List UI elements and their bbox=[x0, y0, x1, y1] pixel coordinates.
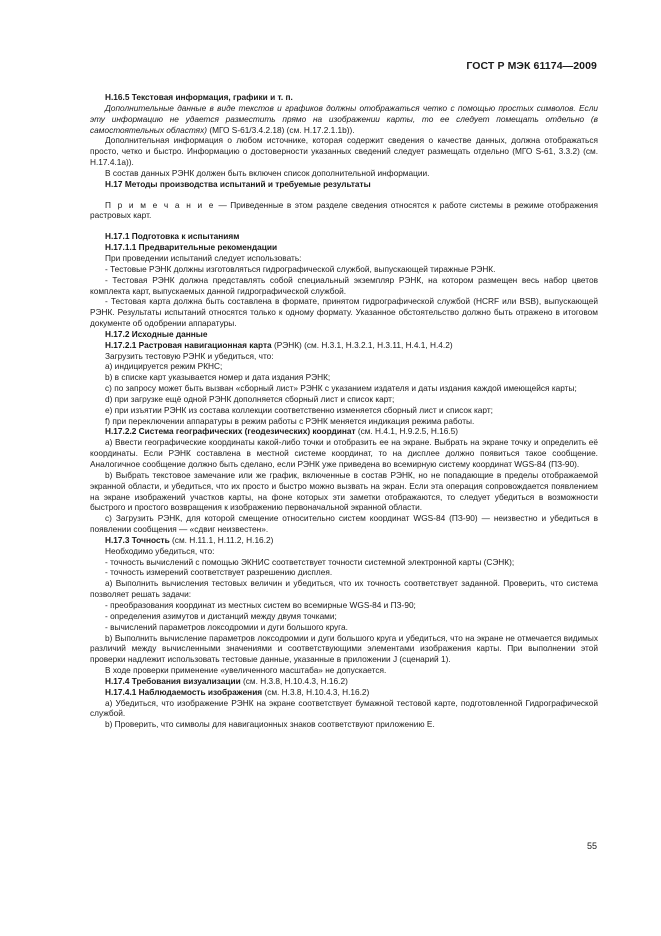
section-heading-h17: Н.17 Методы производства испытаний и требуемые результаты bbox=[105, 178, 371, 189]
list-item: - вычислений параметров локсодромии и дуги большого круга. bbox=[105, 621, 348, 632]
list-item: b) Выполнить вычисление параметров локсодромии и дуги большого круга и убедиться, что на экране не отмечается видимых различий между вычисленными значениями и соответствующими элементами изображения карты. При выполнении этой проверки надлежит использовать тестовые данные, указанные в приложении J (сценарий 1). bbox=[90, 632, 598, 665]
list-item: c) по запросу может быть вызван «сборный лист» РЭНК с указанием издателя и даты издания каждой имеющейся карты; bbox=[105, 383, 577, 394]
body-paragraph: Дополнительные данные в виде текстов и графиков должны отображаться четко с помощью простых символов. Если эту информацию не удается разместить прямо на изображении карты, то ее следует помещать отдельно (в самостоятельных областях) (МГО S-61/3.4.2.18) (см. Н.17.2.1.1b)). bbox=[90, 102, 598, 135]
section-heading-h17-2: Н.17.2 Исходные данные bbox=[105, 328, 208, 339]
body-paragraph: Дополнительная информация о любом источнике, которая содержит сведения о качестве данных, должна отображаться просто, четко и быстро. Информацию о достоверности указанных сведений следует размещать отдельно (МГО S-61, 3.3.2) (см. Н.17.4.1a)). bbox=[90, 135, 598, 168]
list-item: - определения азимутов и дистанций между двумя точками; bbox=[105, 610, 337, 621]
note-paragraph: П р и м е ч а н и е — Приведенные в этом разделе сведения относятся к работе системы в режиме отображения растровых карт. bbox=[90, 199, 598, 221]
list-item: - Тестовая РЭНК должна представлять собой специальный экземпляр РЭНК, на котором размещен весь набор цветов комплекта карт, выпускаемых данной гидрографической службой. bbox=[90, 274, 598, 296]
list-item: f) при переключении аппаратуры в режим работы с РЭНК меняется индикация режима работы. bbox=[105, 415, 475, 426]
list-item: b) в списке карт указывается номер и дата издания РЭНК; bbox=[105, 372, 331, 383]
section-heading-h17-2-1: Н.17.2.1 Растровая навигационная карта (РЭНК) (см. Н.3.1, Н.3.2.1, Н.3.11, Н.4.1, Н.4.2) bbox=[105, 339, 453, 350]
section-heading-h17-3: Н.17.3 Точность (см. Н.11.1, Н.11.2, Н.16.2) bbox=[105, 534, 274, 545]
body-paragraph: Необходимо убедиться, что: bbox=[105, 545, 215, 556]
body-paragraph: В ходе проверки применение «увеличенного масштаба» не допускается. bbox=[105, 665, 387, 676]
list-item: b) Выбрать текстовое замечание или же график, включенные в состав РЭНК, но не попадающие в пределы отображаемой экранной области, и убедиться, что их просто и быстро можно вызвать на экран. Если эта операция сопровождается появлением на экране изображений участков карты, на фоне которых эти заметки отображаются, то следует убедиться в возможности быстрого и простого возвращения к изображению первоначальной экранной области. bbox=[90, 469, 598, 513]
list-item: - точность измерений соответствует разрешению дисплея. bbox=[105, 567, 333, 578]
body-paragraph: Загрузить тестовую РЭНК и убедиться, что: bbox=[105, 350, 274, 361]
list-item: - точность вычислений с помощью ЭКНИС соответствует точности системной электронной карты (СЭНК); bbox=[105, 556, 515, 567]
list-item: c) Загрузить РЭНК, для которой смещение относительно систем координат WGS-84 (ПЗ-90) — неизвестно и убедиться в появлении сообщения — «сдвиг неизвестен». bbox=[90, 513, 598, 535]
section-heading-h17-1: Н.17.1 Подготовка к испытаниям bbox=[105, 231, 240, 242]
list-item: - Тестовая карта должна быть составлена в формате, принятом гидрографической службой (HCRF или BSB), выпускающей РЭНК. Результаты испытаний относятся только к одному формату. Указанное обстоятельство должно быть отражено в итоговом документе об одобрении аппаратуры. bbox=[90, 296, 598, 329]
body-paragraph: В состав данных РЭНК должен быть включен список дополнительной информации. bbox=[105, 167, 430, 178]
list-item: - преобразования координат из местных систем во всемирные WGS-84 и ПЗ-90; bbox=[105, 599, 416, 610]
list-item: a) индицируется режим РКНС; bbox=[105, 361, 223, 372]
section-heading-h17-4: Н.17.4 Требования визуализации (см. Н.3.8, Н.10.4.3, Н.16.2) bbox=[105, 675, 348, 686]
list-item: b) Проверить, что символы для навигационных знаков соответствуют приложению Е. bbox=[105, 719, 435, 730]
list-item: a) Убедиться, что изображение РЭНК на экране соответствует бумажной тестовой карте, подготовленной Гидрографической службой. bbox=[90, 697, 598, 719]
section-heading-h17-2-2: Н.17.2.2 Система географических (геодезических) координат (см. Н.4.1, Н.9.2.5, Н.16.5) bbox=[105, 426, 459, 437]
list-item: - Тестовые РЭНК должны изготовляться гидрографической службой, выпускающей тиражные РЭНК. bbox=[105, 263, 496, 274]
list-item: d) при загрузке ещё одной РЭНК дополняется сборный лист и список карт; bbox=[105, 393, 395, 404]
list-item: e) при изъятии РЭНК из состава коллекции соответственно изменяется сборный лист и список карт; bbox=[105, 404, 493, 415]
page-number: 55 bbox=[586, 841, 597, 851]
body-paragraph: При проведении испытаний следует использовать: bbox=[105, 252, 302, 263]
document-body bbox=[90, 92, 598, 730]
list-item: a) Выполнить вычисления тестовых величин и убедиться, что их точность соответствует заданной. Проверить, что система позволяет решать задачи: bbox=[90, 578, 598, 600]
section-heading-h16-5: Н.16.5 Текстовая информация, графики и т. п. bbox=[105, 92, 293, 102]
standard-header: ГОСТ Р МЭК 61174—2009 bbox=[466, 60, 597, 72]
section-heading-h17-4-1: Н.17.4.1 Наблюдаемость изображения (см. Н.3.8, Н.10.4.3, Н.16.2) bbox=[105, 686, 370, 697]
list-item: a) Ввести географические координаты какой-либо точки и отобразить ее на экране. Выбрать на экране точку и определить её координаты. Если РЭНК составлена в местной системе координат, то на дисплее должно появиться такое сообщение. Аналогичное сообщение должно быть сделано, если РЭНК уже приведена во всемирную систему координат WGS-84 (ПЗ-90). bbox=[90, 437, 598, 469]
section-heading-h17-1-1: Н.17.1.1 Предварительные рекомендации bbox=[105, 242, 278, 253]
